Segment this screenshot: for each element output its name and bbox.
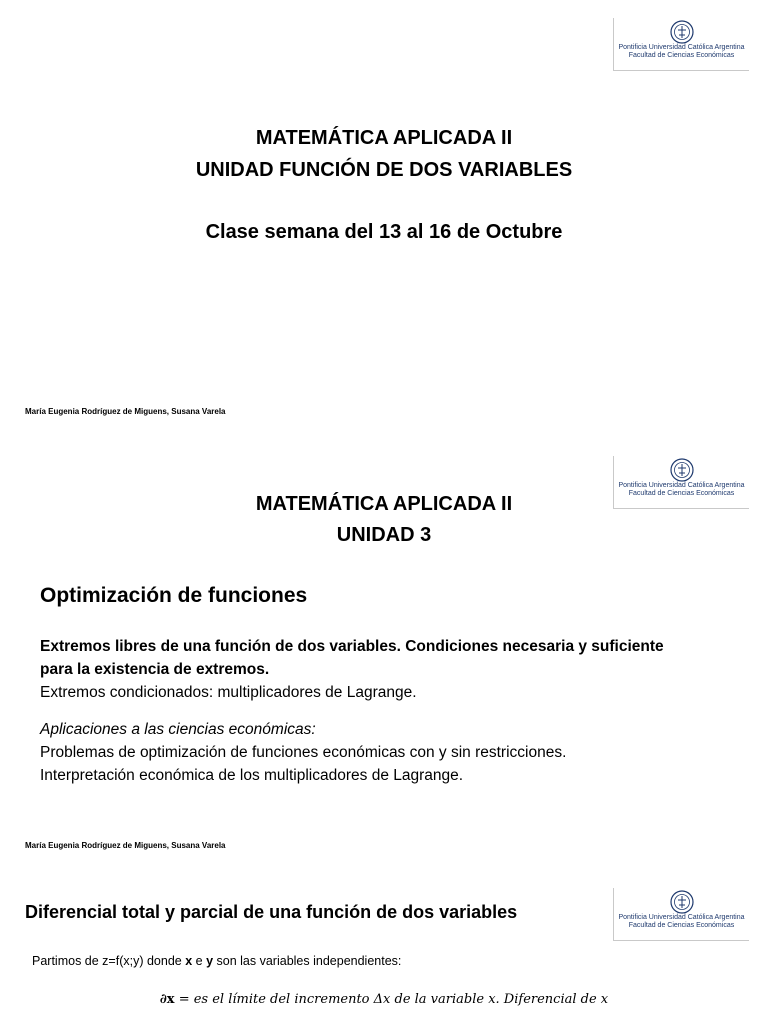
seal-icon	[670, 20, 694, 44]
logo-line-1: Pontificia Universidad Católica Argentina	[618, 482, 745, 489]
slide-3	[0, 864, 768, 1024]
topic-line-5: Problemas de optimización de funciones económicas con y sin restricciones.	[40, 744, 567, 761]
intro-part-1: Partimos de z=f(x;y) donde	[32, 954, 182, 968]
differential-definition	[0, 992, 768, 1007]
intro-var-x: x	[185, 954, 193, 968]
topic-bold-line-2: para la existencia de extremos.	[40, 661, 270, 678]
intro-var-y: y	[206, 954, 214, 968]
university-logo	[613, 888, 749, 941]
university-logo	[613, 18, 749, 71]
slide-2	[0, 432, 768, 862]
slide-2-heading: Optimización de funciones	[40, 584, 308, 607]
slide-3-heading: Diferencial total y parcial de una función de dos variables	[25, 902, 518, 922]
intro-e: e	[195, 954, 203, 968]
logo-line-2: Facultad de Ciencias Económicas	[628, 922, 735, 929]
seal-icon	[670, 458, 694, 482]
slide-2-title-line-2: UNIDAD 3	[336, 524, 432, 546]
topic-italic-line: Aplicaciones a las ciencias económicas:	[40, 721, 316, 738]
slide-1-subtitle: Clase semana del 13 al 16 de Octubre	[205, 221, 563, 243]
slide-2-title-line-1: MATEMÁTICA APLICADA II	[255, 493, 513, 515]
slide-2-topics	[40, 635, 664, 787]
intro-part-2: son las variables independientes:	[216, 954, 402, 968]
math-rhs: = es el límite del incremento Δx de la variable x. Diferencial de x	[178, 992, 609, 1007]
slide-1	[0, 0, 768, 430]
topic-bold-line-1: Extremos libres de una función de dos variables. Condiciones necesaria y suficiente	[40, 638, 664, 655]
slide-2-authors: María Eugenia Rodríguez de Miguens, Susana Varela	[25, 841, 226, 850]
slide-1-authors: María Eugenia Rodríguez de Miguens, Susana Varela	[25, 407, 226, 416]
seal-icon	[670, 890, 694, 914]
math-lhs: ∂x	[159, 992, 175, 1007]
slide-1-title-line-2: UNIDAD FUNCIÓN DE DOS VARIABLES	[195, 159, 573, 181]
topic-line-3: Extremos condicionados: multiplicadores de Lagrange.	[40, 684, 417, 701]
slide-3-intro	[32, 950, 401, 973]
logo-line-1: Pontificia Universidad Católica Argentina	[618, 914, 745, 921]
logo-line-2: Facultad de Ciencias Económicas	[628, 52, 735, 59]
slide-1-title-line-1: MATEMÁTICA APLICADA II	[255, 127, 513, 149]
topic-line-6: Interpretación económica de los multiplicadores de Lagrange.	[40, 767, 464, 784]
logo-line-1: Pontificia Universidad Católica Argentina	[618, 44, 745, 51]
logo-line-2: Facultad de Ciencias Económicas	[628, 490, 735, 497]
